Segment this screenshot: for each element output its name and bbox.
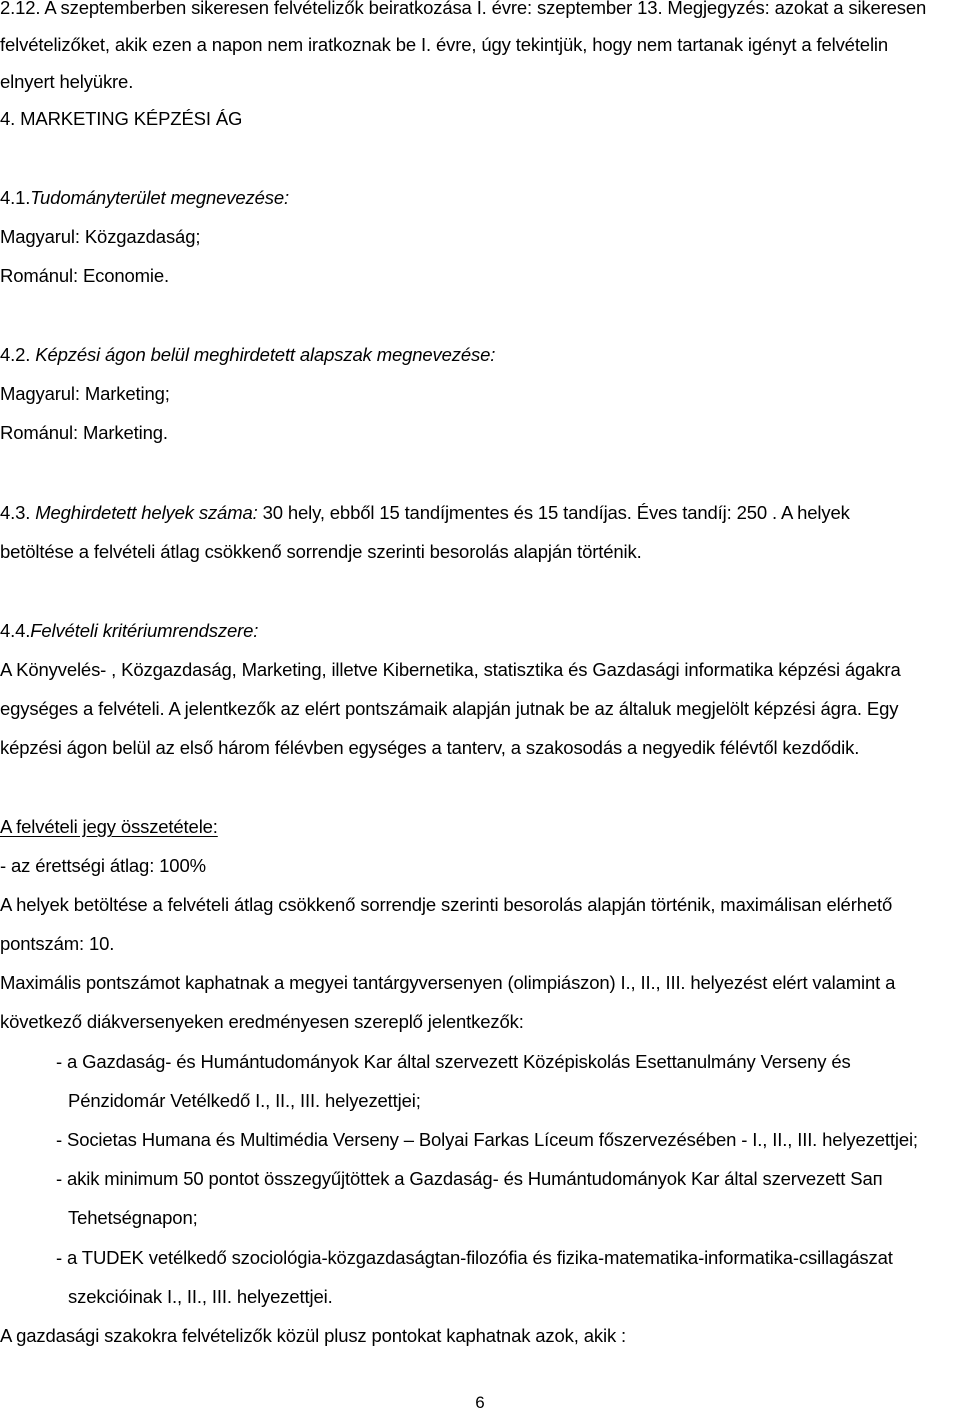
subsection-heading [0,619,258,643]
paragraph-line: 2.12. A szeptemberben sikeresen felvételizők beiratkozása I. évre: szeptember 13. Megjegyzés: azokat a sikeresen [0,0,927,18]
section-label: Felvételi kritériumrendszere: [30,620,259,641]
underlined-heading: A felvételi jegy összetétele: [0,816,218,837]
paragraph-line: A Könyvelés- , Közgazdaság, Marketing, illetve Kibernetika, statisztika és Gazdasági informatika képzési ágakra [0,659,901,680]
section-number: 4.4. [0,620,31,641]
paragraph-line: A gazdasági szakokra felvételizők közül plusz pontokat kaphatnak azok, akik : [0,1325,627,1346]
subsection-heading [0,343,495,367]
subsection-heading [0,186,289,210]
section-label: Meghirdetett helyek száma: [35,502,258,523]
list-item-continuation: szekcióinak I., II., III. helyezettjei. [68,1286,333,1307]
paragraph-line: felvételizőket, akik ezen a napon nem iratkoznak be I. évre, úgy tekintjük, hogy nem tartanak igényt a felvételin [0,34,889,55]
paragraph-line: Magyarul: Közgazdaság; [0,226,201,247]
page-number: 6 [475,1393,485,1412]
paragraph-line: egységes a felvételi. A jelentkezők az elért pontszámaik alapján jutnak be az általuk megjelölt képzési ágra. Egy [0,698,899,719]
paragraph-line: következő diákversenyeken eredményesen szereplő jelentkezők: [0,1011,524,1032]
paragraph-line: pontszám: 10. [0,933,115,954]
list-item-continuation: Pénzidomár Vetélkedő I., II., III. helyezettjei; [68,1090,421,1111]
subsection-heading [0,501,850,525]
list-item: - Societas Humana és Multimédia Verseny – Bolyai Farkas Líceum főszervezésében - I., II., III. helyezettjei; [56,1129,918,1150]
paragraph-line: Románul: Economie. [0,265,170,286]
section-number: 4.1. [0,187,31,208]
list-item: - a TUDEK vetélkedő szociológia-közgazdaságtan-filozófia és fizika-matematika-informatika-csillagászat [56,1247,893,1268]
paragraph-line: Románul: Marketing. [0,422,168,443]
paragraph-line: képzési ágon belül az első három félévben egységes a tanterv, a szakosodás a negyedik félévtől kezdődik. [0,737,860,758]
list-item-continuation: Tehetségnapon; [68,1207,198,1228]
section-label: Képzési ágon belül meghirdetett alapszak megnevezése: [35,344,496,365]
section-number: 4.2. [0,344,31,365]
section-label: Tudományterület megnevezése: [30,187,289,208]
list-item: - a Gazdaság- és Humántudományok Kar által szervezett Középiskolás Esettanulmány Verseny és [56,1051,851,1072]
paragraph-line: A helyek betöltése a felvételi átlag csökkenő sorrendje szerinti besorolás alapján történik, maximálisan elérhető [0,894,893,915]
paragraph-line: elnyert helyükre. [0,71,134,92]
section-number: 4.3. [0,502,31,523]
paragraph-line: Maximális pontszámot kaphatnak a megyei tantárgyversenyen (olimpiászon) I., II., III. helyezést elért valamint a [0,972,896,993]
list-item: - akik minimum 50 pontot összegyűjtöttek a Gazdaság- és Humántudományok Kar által szervezett Saп [56,1168,883,1189]
paragraph-line: Magyarul: Marketing; [0,383,170,404]
section-text: 30 hely, ebből 15 tandíjmentes és 15 tandíjas. Éves tandíj: 250 . A helyek [257,502,850,523]
paragraph-line: betöltése a felvételi átlag csökkenő sorrendje szerinti besorolás alapján történik. [0,541,642,562]
paragraph-line: - az érettségi átlag: 100% [0,855,206,876]
section-heading: 4. MARKETING KÉPZÉSI ÁG [0,108,243,129]
